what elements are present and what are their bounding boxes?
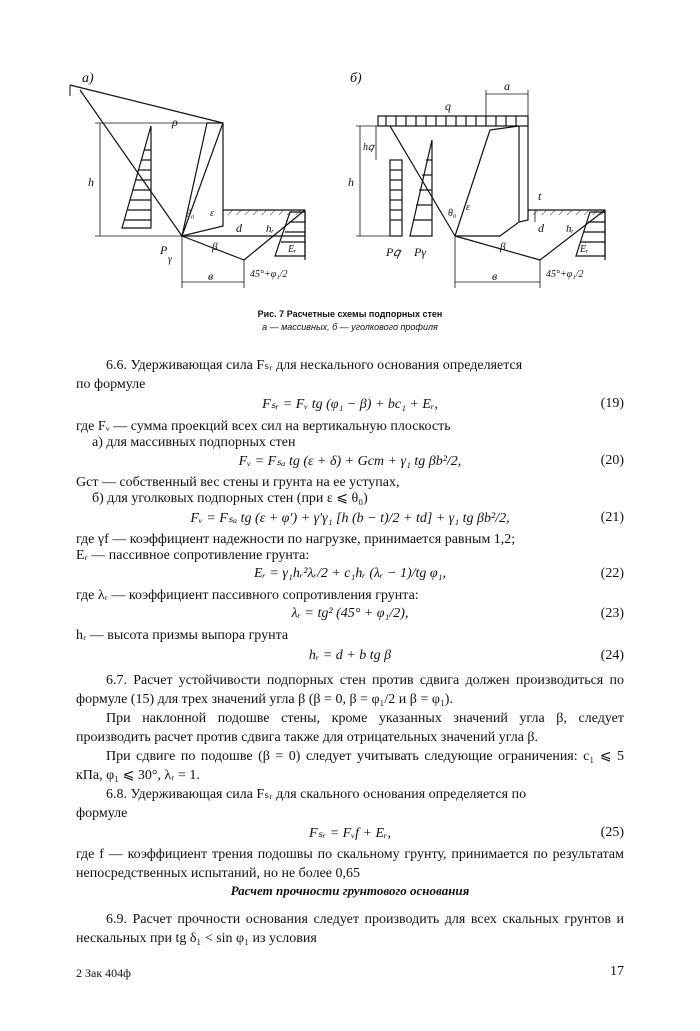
para-6-7-c: При сдвиге по подошве (β = 0) следует учитывать следующие ограничения: c₁ ⩽ 5 кПа, φ₁ ⩽ 30°, λᵣ = 1. [76, 749, 624, 783]
para-6-8-line1: 6.8. Удерживающая сила Fₛᵣ для скального основания определяется по [106, 787, 527, 802]
a-hr-label: hᵣ [266, 223, 275, 235]
b-b-label: в [492, 269, 498, 283]
equation-21 [76, 510, 624, 529]
a-eps-label: ε [210, 208, 214, 219]
a-P-label: P [160, 243, 168, 257]
para-6-7: 6.7. Расчет устойчивости подпорных стен против сдвига должен производиться по формуле (15) для трех значений угла β (β = 0, β = φ₁/2 и β = φ₁). [76, 673, 624, 707]
a-Er-label: Eᵣ [288, 244, 297, 255]
b-hr-label: hᵣ [566, 223, 575, 235]
item-a: а) для массивных подпорных стен [92, 435, 296, 450]
scheme-a [70, 71, 305, 288]
equation-21-number: (21) [600, 510, 624, 525]
b-q-label: q [445, 99, 451, 113]
b-a-label: a [504, 79, 510, 93]
b-h-label: h [348, 175, 354, 189]
scheme-b-label: б) [350, 71, 362, 86]
equation-25-number: (25) [600, 825, 624, 840]
a-d-label: d [236, 221, 242, 235]
equation-19-formula: Fₛᵣ = Fᵥ tg (φ₁ − β) + bc₁ + Eᵣ, [262, 397, 438, 412]
item-b: б) для уголковых подпорных стен (при ε ⩽ θ₀) [92, 491, 368, 506]
where-23: hᵣ — высота призмы выпора грунта [76, 628, 289, 643]
where-19: где Fᵥ — сумма проекций всех сил на вертикальную плоскость [76, 419, 451, 434]
where-21-line2: Eᵣ — пассивное сопротивление грунта: [76, 548, 310, 563]
equation-19 [76, 396, 624, 415]
a-b-label: в [208, 269, 214, 283]
equation-20-number: (20) [600, 453, 624, 468]
equation-23-formula: λᵣ = tg² (45° + φ₁/2), [291, 606, 409, 621]
b-d-label: d [538, 221, 544, 235]
a-angle-label: 45°+φ₁/2 [250, 269, 288, 280]
footer-left: 2 Зак 404ф [76, 966, 131, 980]
where-21-line1: где γf — коэффициент надежности по нагрузке, принимается равным 1,2; [76, 532, 516, 547]
figure-subcaption: а — массивных, б — уголкового профиля [262, 322, 438, 332]
para-6-8-line2: формуле [76, 806, 128, 821]
equation-20 [76, 453, 624, 472]
para-6-7-b: При наклонной подошве стены, кроме указанных значений угла β, следует производить расчет против сдвига также для отрицательных значений угла β. [76, 711, 624, 745]
para-6-9: 6.9. Расчет прочности основания следует производить для всех скальных грунтов и нескальных при tg δ₁ < sin φ₁ из условия [76, 912, 624, 946]
equation-20-formula: Fᵥ = Fₛₐ tg (ε + δ) + Gст + γ₁ tg βb²/2, [238, 454, 462, 469]
a-h-label: h [88, 175, 94, 189]
figure-caption: Рис. 7 Расчетные схемы подпорных стен [257, 309, 443, 319]
equation-25-formula: Fₛᵣ = Fᵥf + Eᵣ, [309, 826, 391, 841]
b-Er-label: Eᵣ [580, 244, 589, 255]
equation-24-formula: hᵣ = d + b tg β [308, 648, 392, 663]
a-rho-label: ρ [172, 115, 178, 129]
para-6-6-line1: 6.6. Удерживающая сила Fₛᵣ для нескального основания определяется [106, 358, 523, 373]
b-theta-label: θ₀ [448, 208, 457, 219]
equation-19-number: (19) [600, 396, 624, 411]
page-number: 17 [610, 964, 624, 979]
equation-22-number: (22) [600, 566, 624, 581]
retaining-wall-figure [60, 60, 640, 310]
equation-24 [76, 648, 624, 667]
equation-24-number: (24) [600, 648, 624, 663]
para-6-6-line2: по формуле [76, 377, 146, 392]
where-22: где λᵣ — коэффициент пассивного сопротивления грунта: [76, 588, 419, 603]
scheme-a-label: а) [82, 71, 94, 86]
b-Pq-label: P𝑞 [386, 245, 401, 259]
equation-22 [76, 566, 624, 585]
section-heading: Расчет прочности грунтового основания [230, 883, 470, 898]
equation-22-formula: Eᵣ = γ₁hᵣ²λᵣ/2 + c₁hᵣ (λᵣ − 1)/tg φ₁, [253, 566, 446, 581]
b-t-label: t [538, 189, 542, 203]
b-angle-label: 45°+φ₁/2 [546, 269, 584, 280]
where-20: Gст — собственный вес стены и грунта на ее уступах, [76, 475, 400, 490]
b-hq-label: h𝑞 [363, 142, 374, 153]
equation-25 [76, 825, 624, 844]
where-25: где f — коэффициент трения подошвы по скальному грунту, принимается по результатам непосредственных испытаний, но не более 0,65 [76, 847, 624, 881]
equation-21-formula: Fᵥ = Fₛₐ tg (ε + φ′) + γ′γ₁ [h (b − t)/2 + td] + γ₁ tg βb²/2, [190, 511, 510, 526]
equation-23 [76, 606, 624, 625]
a-theta-label: θ₀ [186, 209, 195, 220]
b-beta-label: β [500, 241, 506, 253]
equation-23-number: (23) [600, 606, 624, 621]
a-beta-label: β [212, 241, 218, 253]
b-Pgamma-label: Pγ [414, 245, 427, 259]
a-gamma-label: γ [168, 254, 172, 265]
b-eps-label: ε [466, 202, 470, 213]
